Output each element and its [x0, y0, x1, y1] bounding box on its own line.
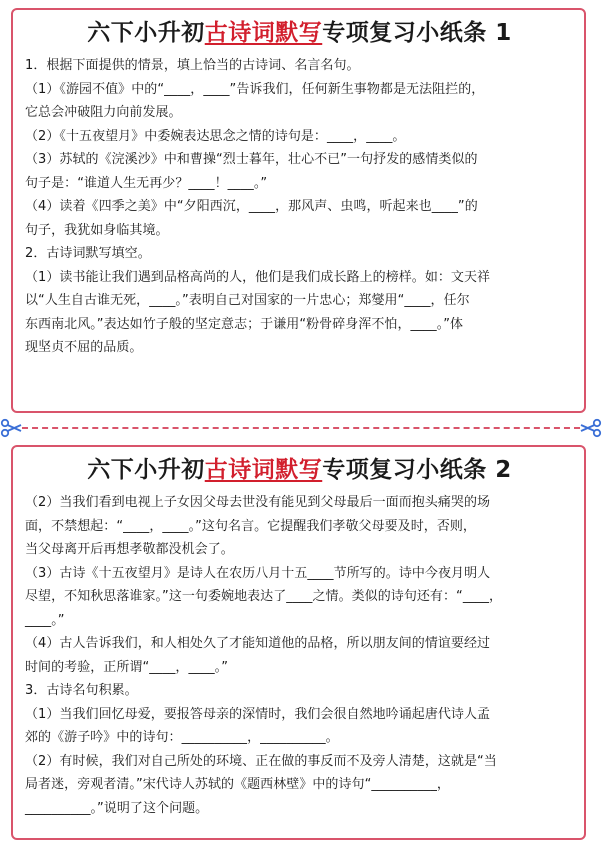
- text-line: 以“人生自古谁无死，____。”表明自己对国家的一片忠心；郑燮用“____，任尔: [25, 293, 470, 308]
- review-card-1: [11, 8, 586, 413]
- text-line: （4）古人告诉我们，和人相处久了才能知道他的品格，所以朋友间的情谊要经过: [25, 636, 491, 651]
- text-line: 局者迷，旁观者清。”宋代诗人苏轼的《题西林壁》中的诗句“__________，: [25, 777, 450, 792]
- text-line: 尽望，不知秋思落谁家。”这一句委婉地表达了____之情。类似的诗句还有：“____，: [25, 589, 503, 604]
- text-line: （3）古诗《十五夜望月》是诗人在农历八月十五____节所写的。诗中今夜月明人: [25, 565, 491, 581]
- text-line: 2．古诗词默写填空。: [25, 246, 151, 261]
- text-line: 面，不禁想起：“____，____。”这句名言。它提醒我们孝敬父母要及时，否则，: [25, 518, 476, 534]
- text-line: __________。”说明了这个问题。: [25, 800, 209, 816]
- card-1-body: [25, 54, 574, 360]
- text-line: ____。”: [25, 612, 65, 628]
- text-line: （1）当我们回忆母爱，要报答母亲的深情时，我们会很自然地吟诵起唐代诗人孟: [25, 706, 491, 722]
- text-line: （2）有时候，我们对自己所处的环境、正在做的事反而不及旁人清楚，这就是“当: [25, 753, 497, 769]
- review-card-2: [11, 445, 586, 840]
- dashed-divider: [22, 427, 580, 429]
- text-line: 当父母离开后再想孝敬都没机会了。: [25, 542, 234, 557]
- text-line: （1）读书能让我们遇到品格高尚的人，他们是我们成长路上的榜样。如：文天祥: [25, 269, 491, 285]
- text-line: （2）《十五夜望月》中委婉表达思念之情的诗句是：____，____。: [25, 128, 406, 144]
- text-line: 句子是：“谁道人生无再少？____！____。”: [25, 175, 268, 191]
- text-line: （2）当我们看到电视上子女因父母去世没有能见到父母最后一面而抱头痛哭的场: [25, 495, 491, 510]
- cut-line: [0, 417, 602, 439]
- card-2-body: [25, 491, 574, 820]
- text-line: 它总会冲破阻力向前发展。: [25, 105, 182, 120]
- scissors-icon: [580, 417, 602, 439]
- scissors-icon: [0, 417, 22, 439]
- text-line: 东西南北风。”表达如竹子般的坚定意志；于谦用“粉骨碎身浑不怕，____。”体: [25, 316, 464, 332]
- text-line: （1）《游园不值》中的“____，____”告诉我们，任何新生事物都是无法阻拦的，: [25, 81, 485, 97]
- text-line: 句子，我犹如身临其境。: [25, 222, 169, 238]
- text-line: 郊的《游子吟》中的诗句：__________，__________。: [25, 730, 339, 745]
- card-2-title: 六下小升初古诗词默写专项复习小纸条 2: [87, 457, 512, 483]
- text-line: 现坚贞不屈的品质。: [25, 340, 143, 355]
- text-line: 3．古诗名句积累。: [25, 683, 138, 698]
- text-line: 1．根据下面提供的情景，填上恰当的古诗词、名言名句。: [25, 58, 360, 73]
- text-line: 时间的考验，正所谓“____，____。”: [25, 659, 229, 675]
- text-line: （4）读着《四季之美》中“夕阳西沉，____，那风声、虫鸣，听起来也____”的: [25, 199, 478, 214]
- text-line: （3）苏轼的《浣溪沙》中和曹操“烈士暮年，壮心不已”一句抒发的感情类似的: [25, 152, 478, 167]
- card-1-title: 六下小升初古诗词默写专项复习小纸条 1: [87, 20, 512, 46]
